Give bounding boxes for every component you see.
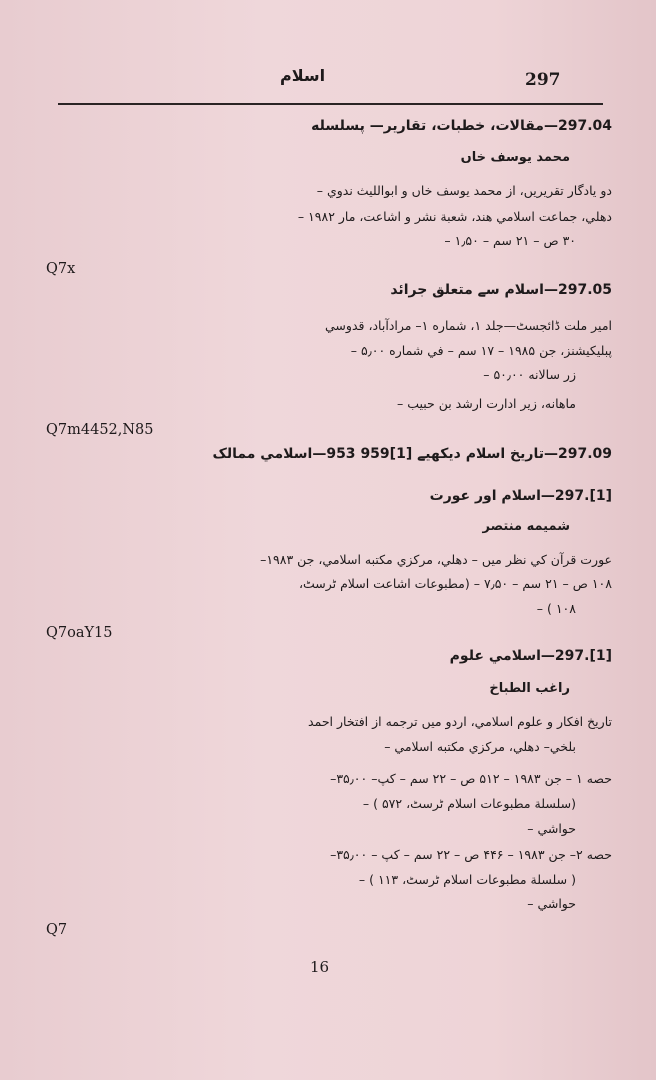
section-297-1-women-code: Q7oaY15 (46, 625, 113, 641)
section-297-05-title: 297.05—اسلام سے متعلق جرائد (390, 282, 612, 298)
header-title: اسلام (280, 66, 326, 85)
section-297-09-title: 297.09—تاریخ اسلام دیکهیے [1]959 953—اسلامي ممالک (212, 446, 612, 462)
section-297-1-sciences-code: Q7 (46, 922, 68, 938)
section-297-1-sciences-title: [1].297—اسلامي علوم (449, 648, 612, 664)
header-page-number: 297 (525, 70, 561, 90)
section-297-05-code: Q7m4452,N85 (46, 422, 154, 438)
section-297-1-women-line-2: ۱۰۸ ص – ۲۱ سم – ۷٫۵۰ – (مطبوعات اشاعت اسلام ٹرسٹ، (298, 576, 612, 591)
footer-page-number: 16 (310, 958, 330, 976)
section-297-05-line-2: پبلیکیشنز، جن ۱۹۸۵ – ۱۷ سم – في شماره ۵٫۰۰ – (350, 343, 612, 358)
section-297-1-women-title: [1].297—اسلام اور عورت (429, 488, 612, 504)
section-297-04-code: Q7x (46, 261, 76, 277)
section-297-1-sciences-line-7: ( سلسلة مطبوعات اسلام ٹرسٹ، ۱۱۳ ) – (358, 872, 576, 887)
section-297-1-sciences-line-4: (سلسلة مطبوعات اسلام ٹرسٹ، ۵۷۲ ) – (362, 796, 576, 811)
section-297-05-line-4: ماهانه، زیر ادارت ارشد بن حبیب – (396, 396, 576, 411)
section-297-1-sciences-line-8: حواشي – (527, 896, 576, 911)
section-297-1-sciences-line-2: بلخي– دهلي، مرکزي مکتبه اسلامي – (384, 739, 576, 754)
section-297-1-sciences-line-6: حصه ۲– جن ۱۹۸۳ – ۴۴۶ ص – ۲۲ سم – کپ – ۳۵٫۰۰– (330, 847, 612, 862)
section-297-1-sciences-line-3: حصه ۱ – جن ۱۹۸۳ – ۵۱۲ ص – ۲۲ سم – کپ– ۳۵٫۰۰– (330, 771, 612, 786)
section-297-1-sciences-line-1: تاریخ افکار و علوم اسلامي، اردو میں ترجمه از افتخار احمد (308, 714, 612, 729)
section-297-05-line-3: زر سالانه ۵۰٫۰۰ – (483, 367, 576, 382)
section-297-04-line-1: دو یادگار تقریریں، از محمد یوسف خاں و ابواللیث ندوي – (316, 183, 612, 198)
section-297-1-women-author: شمیمه منتصر (482, 519, 570, 534)
section-297-04-title: 297.04—مقالات، خطبات، تقاریر— پسلسله (311, 118, 612, 134)
section-297-04-line-3: ۳۰ ص – ۲۱ سم – ۱٫۵۰ – (444, 233, 576, 248)
section-297-05-line-1: امیر ملت ڈائجسٹ—جلد ۱، شماره ۱– مرادآباد، قدوسي (325, 318, 612, 333)
section-297-04-author: محمد یوسف خاں (460, 150, 570, 165)
section-297-1-sciences-author: راغب الطباخ (489, 681, 570, 696)
section-297-1-women-line-3: ۱۰۸ ) – (536, 601, 576, 616)
section-297-1-women-line-1: عورت قرآن کي نظر میں – دهلي، مرکزي مکتبه اسلامي، جن ۱۹۸۳– (260, 552, 612, 567)
section-297-04-line-2: دهلي، جماعت اسلامي هند، شعبة نشر و اشاعت، مار ۱۹۸۲ – (297, 209, 612, 224)
section-297-1-sciences-line-5: حواشي – (527, 821, 576, 836)
header-rule (58, 103, 603, 105)
